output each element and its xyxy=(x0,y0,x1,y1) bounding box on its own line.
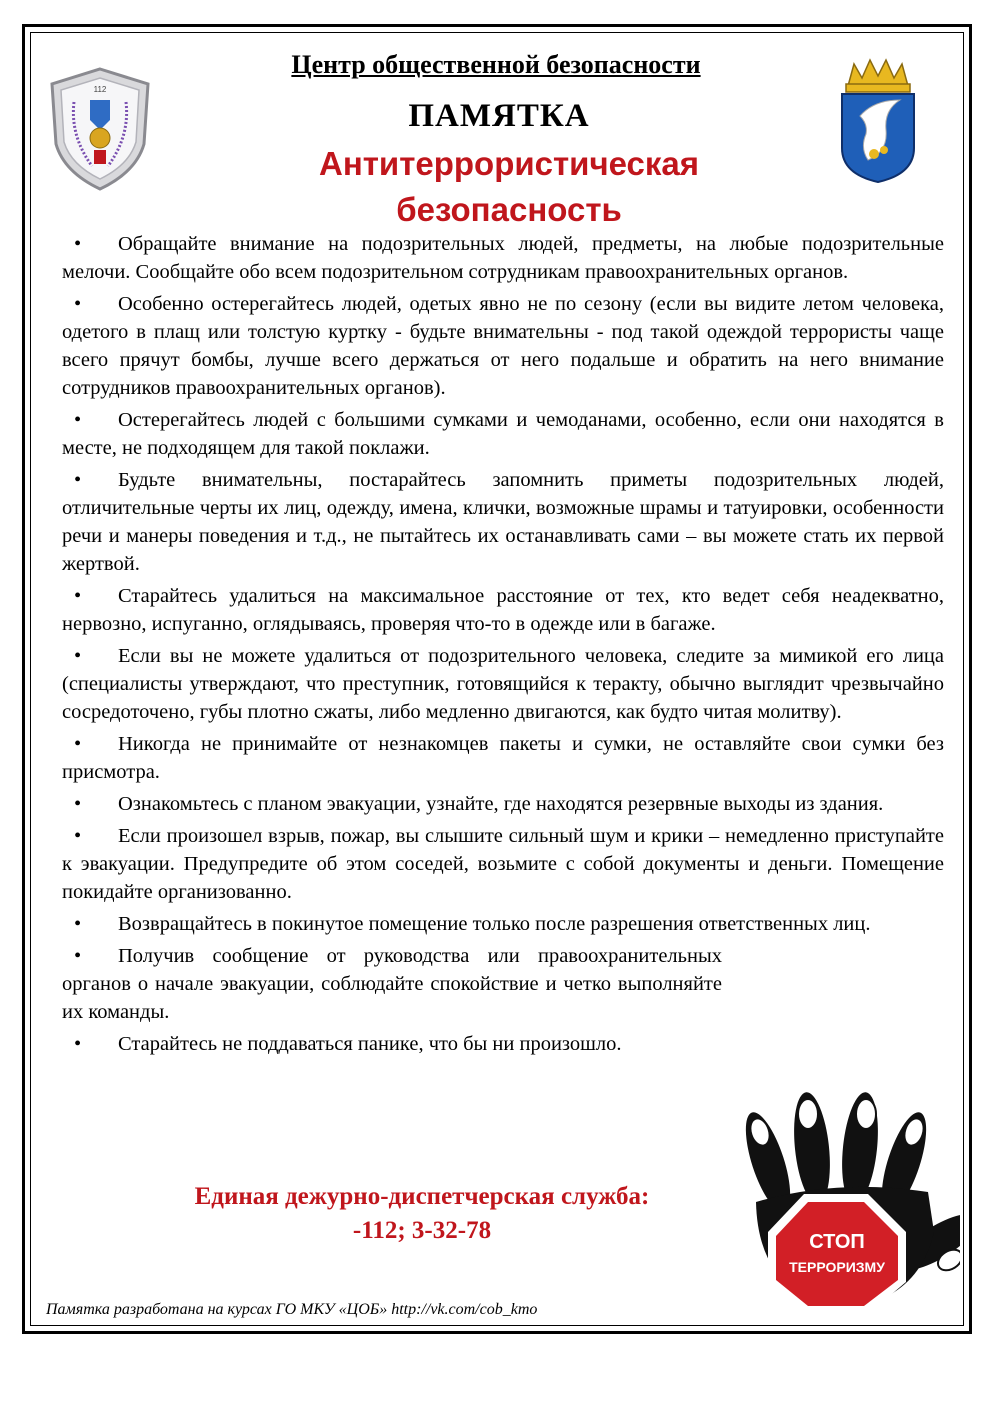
list-item: • Остерегайтесь людей с большими сумками и чемоданами, особенно, если они находятся в месте, не подходящем для такой поклажи. xyxy=(62,409,944,459)
document-title: ПАМЯТКА xyxy=(408,98,590,134)
list-item: • Обращайте внимание на подозрительных людей, предметы, на любые подозрительные мелочи. Сообщайте обо всем подозрительном сотрудникам правоохранительных органов. xyxy=(62,233,944,283)
svg-text:112: 112 xyxy=(93,85,107,94)
list-item: • Старайтесь не поддаваться панике, что бы ни произошло. xyxy=(74,1033,622,1055)
list-item: • Особенно остерегайтесь людей, одетых явно не по сезону (если вы видите летом человека, одетого в плащ или толстую куртку - будьте внимательны - под такой одеждой террористы чаще всего прячут бомбы, лучше всего держаться от него подальше и обратить на него внимание сотрудников правоохранительных органов). xyxy=(62,293,944,399)
emergency-service xyxy=(84,1180,760,1248)
list-item: • Никогда не принимайте от незнакомцев пакеты и сумки, не оставляйте свои сумки без присмотра. xyxy=(62,733,944,783)
list-item: • Старайтесь удалиться на максимальное расстояние от тех, кто ведет себя неадекватно, нервозно, испуганно, оглядываясь, проверяя что-то в одежде или в багаже. xyxy=(62,585,944,635)
list-item: • Ознакомьтесь с планом эвакуации, узнайте, где находятся резервные выходы из здания. xyxy=(74,793,884,815)
list-item: • Если вы не можете удалиться от подозрительного человека, следите за мимикой его лица (специалисты утверждают, что преступник, готовящийся к теракту, обычно выглядит чрезвычайно сосредоточено, губы плотно сжаты, либо медленно двигаются, как будто читая молитву). xyxy=(62,645,944,723)
subtitle-line-2: безопасность xyxy=(396,191,622,228)
stop-hand-icon xyxy=(738,1092,960,1314)
list-item: • Возвращайтесь в покинутое помещение только после разрешения ответственных лиц. xyxy=(74,913,871,935)
memo-list xyxy=(62,230,944,1062)
organization-title: Центр общественной безопасности xyxy=(291,50,701,79)
list-item: • Получив сообщение от руководства или правоохранительных органов о начале эвакуации, соблюдайте спокойствие и четко выполняйте их команды. xyxy=(62,945,722,1023)
svg-text:СТОП: СТОП xyxy=(809,1231,865,1253)
list-item: • Будьте внимательны, постарайтесь запомнить приметы подозрительных людей, отличительные черты их лиц, одежду, имена, клички, возможные шрамы и татуировки, особенности речи и манеры поведения и т.д., не пытайтесь их останавливать сами – вы можете стать их первой жертвой. xyxy=(62,469,944,575)
service-phones: -112; 3-32-78 xyxy=(352,1217,492,1244)
footer-note: Памятка разработана на курсах ГО МКУ «ЦОБ» http://vk.com/cob_kmo xyxy=(46,1301,538,1318)
subtitle-line-1: Антитеррористическая xyxy=(319,145,699,182)
list-item: • Если произошел взрыв, пожар, вы слышите сильный шум и крики – немедленно приступайте к эвакуации. Предупредите об этом соседей, возьмите с собой документы и деньги. Помещение покидайте организованно. xyxy=(62,825,944,903)
service-title: Единая дежурно-диспетчерская служба: xyxy=(194,1183,650,1210)
svg-text:ТЕРРОРИЗМУ: ТЕРРОРИЗМУ xyxy=(789,1259,885,1275)
